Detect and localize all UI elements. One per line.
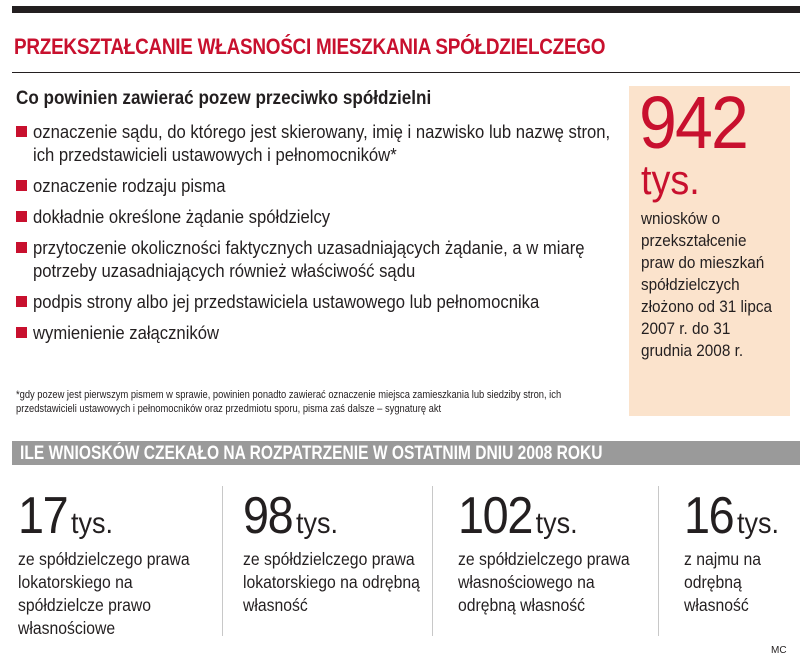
requirements-list — [16, 120, 626, 352]
pending-description: ze spółdzielczego prawa własnościowego na odrębną własność — [458, 549, 630, 615]
pending-stat-1 — [18, 486, 238, 646]
section-header — [12, 441, 800, 465]
pending-unit: tys. — [70, 507, 113, 540]
section-title: ILE WNIOSKÓW CZEKAŁO NA ROZPATRZENIE W OSTATNIM DNIU 2008 ROKU — [20, 443, 603, 464]
red-square-bullet-icon — [16, 211, 27, 222]
list-item — [16, 205, 626, 228]
list-item — [16, 236, 626, 282]
pending-stat-2 — [243, 486, 463, 646]
list-item-text: oznaczenie rodzaju pisma — [33, 175, 226, 196]
stat-description: wniosków o przekształcenie praw do mieszkań spółdzielczych złożono od 31 lipca 2007 r. do 31 grudnia 2008 r. — [641, 209, 772, 360]
list-item-text: oznaczenie sądu, do którego jest skierowany, imię i nazwisko lub nazwę stron, ich przedstawicieli ustawowych i pełnomocników* — [33, 121, 611, 165]
pending-description: ze spółdzielczego prawa lokatorskiego na odrębną własność — [243, 549, 420, 615]
pending-description: z najmu na odrębną własność — [684, 549, 762, 615]
pending-unit: tys. — [736, 507, 779, 540]
list-item-text: podpis strony albo jej przedstawiciela ustawowego lub pełnomocnika — [33, 291, 540, 312]
requirements-title: Co powinien zawierać pozew przeciwko spółdzielni — [16, 88, 432, 109]
red-square-bullet-icon — [16, 296, 27, 307]
list-item — [16, 120, 626, 166]
stat-unit: tys. — [641, 156, 700, 203]
red-square-bullet-icon — [16, 126, 27, 137]
list-item — [16, 321, 626, 344]
author-credit: MC — [771, 645, 787, 656]
pending-unit: tys. — [295, 507, 338, 540]
pending-number: 17 — [18, 487, 68, 545]
list-item-text: dokładnie określone żądanie spółdzielcy — [33, 206, 331, 227]
stat-box — [629, 81, 790, 416]
column-divider — [432, 486, 433, 636]
pending-description: ze spółdzielczego prawa lokatorskiego na spółdzielcze prawo własnościowe — [18, 549, 190, 638]
footnote: *gdy pozew jest pierwszym pismem w sprawie, powinien ponadto zawierać oznaczenie miejsca zamieszkania lub siedziby stron, ich przedstawicieli ustawowych i pełnomocników oraz przedmiotu sporu, pisma zaś dalsze – sygnaturę akt — [16, 389, 562, 415]
pending-number: 102 — [458, 487, 533, 545]
top-rule — [12, 6, 800, 13]
column-divider — [658, 486, 659, 636]
red-square-bullet-icon — [16, 242, 27, 253]
list-item-text: przytoczenie okoliczności faktycznych uzasadniających żądanie, a w miarę potrzeby uzasadniających również właściwość sądu — [33, 237, 585, 281]
stat-number: 942 — [639, 81, 748, 164]
pending-number: 16 — [684, 487, 734, 545]
headline: PRZEKSZTAŁCANIE WŁASNOŚCI MIESZKANIA SPÓŁDZIELCZEGO — [14, 34, 606, 59]
pending-unit: tys. — [535, 507, 578, 540]
pending-number: 98 — [243, 487, 293, 545]
red-square-bullet-icon — [16, 327, 27, 338]
list-item — [16, 174, 626, 197]
headline-rule — [12, 72, 800, 73]
red-square-bullet-icon — [16, 180, 27, 191]
column-divider — [222, 486, 223, 636]
list-item-text: wymienienie załączników — [33, 322, 220, 343]
pending-stat-3 — [458, 486, 678, 646]
pending-stat-4 — [684, 486, 794, 646]
list-item — [16, 290, 626, 313]
